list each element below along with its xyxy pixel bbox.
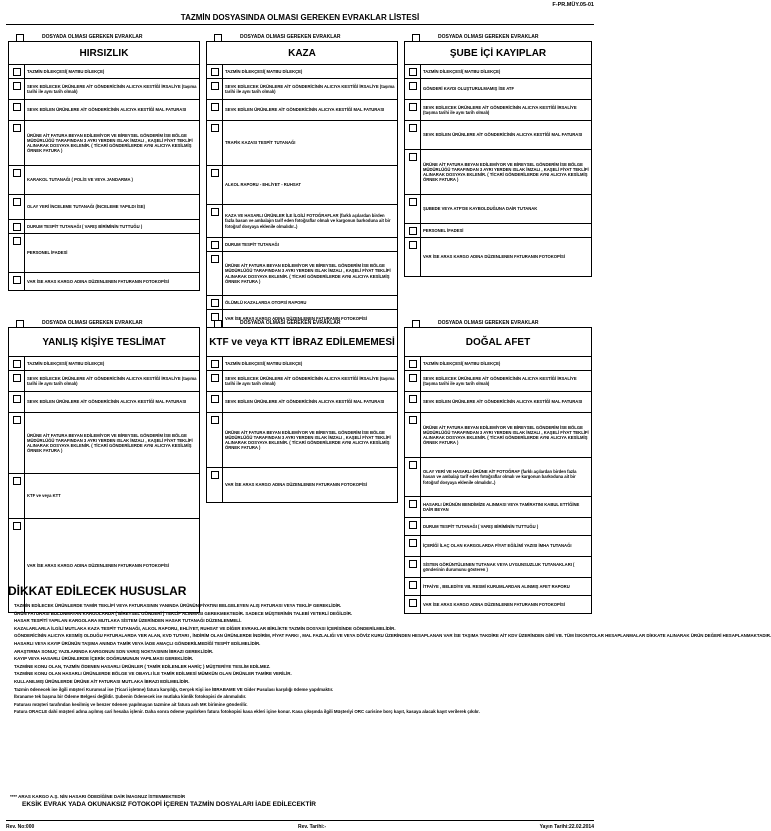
checkbox[interactable] [13,169,21,177]
checkbox[interactable] [211,169,219,177]
checklist-row [207,252,397,296]
checkbox-cell [405,150,421,194]
header-checkbox[interactable] [412,34,420,42]
checkbox[interactable] [409,416,417,424]
checklist-item-text: HASARLI ÜRÜNÜN BENDİMİZE ALINMASI VEYA TAMİRATINI KABUL ETTİĞİNE DAİR BEYAN [423,501,580,512]
checklist-row [9,195,199,220]
checklist-item-text: SEVK EDİLEN ÜRÜNLERE AİT GÖNDERİCİNİN ALICIYA KESTİĞİ MAL FATURASI [225,107,385,113]
checkbox[interactable] [409,82,417,90]
checkbox[interactable] [13,198,21,206]
checklist-row [405,536,591,557]
checkbox-cell [405,392,421,412]
checklist-item-text: VAR İSE ARAS KARGO ADINA DÜZENLENEN FATURANIN FOTOKOPİSİ [225,315,367,321]
checkbox-cell [207,100,223,120]
checklist-row [405,371,591,392]
checkbox[interactable] [409,521,417,529]
section-title: DOĞAL AFET [405,328,591,357]
checklist-item-text: VAR İSE ARAS KARGO ADINA DÜZENLENEN FATURANIN FOTOKOPİSİ [27,562,169,568]
checklist-row [405,150,591,195]
checklist-item-text: VAR İSE ARAS KARGO ADINA DÜZENLENEN FATURANIN FOTOKOPİSİ [27,278,169,284]
checkbox[interactable] [13,237,21,245]
checklist-item-text: İTFAİYE , BELEDİYE VB. RESMİ KURUMLARDAN ALINMIŞ AFET RAPORU [423,583,570,589]
section-box [206,327,398,503]
checkbox-cell [9,273,25,290]
checkbox[interactable] [409,153,417,161]
checkbox-cell [405,536,421,556]
checkbox-cell [9,220,25,233]
checkbox-cell [9,79,25,99]
checklist-item-text: OLAY YERİ VE HASARLI ÜRÜNE AİT FOTOĞRAF (farklı açılardan birden fazla hasarı ve ambalajı tarif eden fotoğraflar olmalı ve kargonun barkoduna ait bir fotoğraf dosyaya eklenile olmalıdır..) [423,469,577,485]
checkbox[interactable] [211,124,219,132]
checklist-item-text: OLAY YERİ İNCELEME TUTANAĞI (İNCELEME YAPILDI İSE) [27,204,146,210]
section-kaza [206,33,398,328]
checklist-item-text: DURUM TESPİT TUTANAĞI ( VARIŞ BİRİMİNİN TUTTUĞU ) [423,523,539,529]
rule-item: KAZALARLARLA İLGİLİ MUTLAKA KAZA TESPİT TUTANAĞI, ALKOL RAPORU, EHLİYET, RUHSAT VE DİĞER EVRAKLAR BİRLİKTE TAZMİN DOSYASI İÇERİSİNDE GÖNDERİLMELİDİR. [14,625,396,631]
checklist-item-text: PERSONEL İFADESİ [423,227,464,233]
column-header-label: DOSYADA OLMASI GEREKEN EVRAKLAR [42,34,143,40]
checkbox-cell [405,518,421,535]
rule-item: Tazmin ödenecek ise ilgili müşteri Kurumsal ise (Ticari işletme) fatura karşılığı, Gerçek Kişi ise İBRABAME VE Gider Pusulası karşılığı ödeme yapılmaktır. [14,686,334,692]
checkbox-cell [9,392,25,412]
document-footer [6,820,594,830]
checkbox[interactable] [13,276,21,284]
column-header-label: DOSYADA OLMASI GEREKEN EVRAKLAR [42,320,143,326]
section-yanlis-kisiye-teslimat [8,319,200,613]
rule-item: Fatura ORACLE dahi müşteri adına açılmış cari hesaba işlenir. Daha sonra ödeme yapılırken fatura fotokopisi kasa ekleri içine konur. Kasa çıkışında ilgili Müşteriyi ORC carisine borç kayıt, kasaya alacak kayıt verilerek çıkılır. [14,709,480,715]
checklist-row [405,392,591,413]
section-hirsizlik [8,33,200,291]
checklist-row [9,371,199,392]
checklist-item-text: SEVK EDİLEN ÜRÜNLERE AİT GÖNDERİCİNİN ALICIYA KESTİĞİ MAL FATURASI [225,399,385,405]
checkbox[interactable] [409,539,417,547]
checkbox-cell [405,224,421,237]
checkbox-cell [207,468,223,502]
checklist-item-text: GÖNDERİ KAYDI OLUŞTURULMAMIŞ İSE ATF [423,86,515,92]
checklist-row [9,100,199,121]
publish-date: Yayın Tarihi:22.02.2014 [539,824,594,830]
checklist-row [207,371,397,392]
section-title: KTF ve veya KTT İBRAZ EDİLEMEMESİ [207,328,397,357]
top-divider [6,24,594,25]
checkbox[interactable] [13,68,21,76]
checkbox[interactable] [409,241,417,249]
checklist-row [207,100,397,121]
checklist-item-text: TAZMİN DİLEKÇESİ( MATBU DİLEKÇE) [27,68,105,74]
checkbox[interactable] [13,477,21,485]
checkbox-cell [9,474,25,518]
checklist-row [207,413,397,468]
checklist-item-text: SEVK EDİLECEK ÜRÜNLERE AİT GÖNDERİCİNİN ALICIYA KESTİĞİ İRSALİYE (taşıma tarihi ile aynı tarih olmalı) [27,375,197,386]
checklist-item-text: VAR İSE ARAS KARGO ADINA DÜZENLENEN FATURANIN FOTOKOPİSİ [423,601,565,607]
checkbox[interactable] [13,223,21,231]
checkbox-cell [405,79,421,99]
rule-item: ARAŞTIRMA SONUÇ YAZILARINDA KARGONUN SON VARIŞ NOKTASININ İBRAZI GEREKLİDİR. [14,648,214,654]
checkbox[interactable] [13,374,21,382]
checkbox-cell [207,121,223,165]
checklist-row [207,65,397,79]
header-checkbox[interactable] [16,320,24,328]
header-checkbox[interactable] [16,34,24,42]
checklist-item-text: ÖLÜMLÜ KAZALARDA OTOPSİ RAPORU [225,299,307,305]
checkbox-cell [9,357,25,370]
checkbox-cell [207,357,223,370]
checkbox[interactable] [409,500,417,508]
checkbox[interactable] [409,227,417,235]
checklist-row [9,79,199,100]
checklist-item-text: SEVK EDİLEN ÜRÜNLERE AİT GÖNDERİCİNİN ALICIYA KESTİĞİ MAL FATURASI [423,399,583,405]
checklist-item-text: SEVK EDİLECEK ÜRÜNLERE AİT GÖNDERİCİNİN ALICIYA KESTİĞİ İRSALİYE (taşıma tarihi ile aynı tarih olmalı) [423,375,577,386]
checklist-item-text: İÇERİĞİ İLAÇ OLAN KARGOLARDA FİYAT EĞİLİMİ YAZISI İMHA TUTANAĞI [423,543,572,549]
header-checkbox[interactable] [412,320,420,328]
checkbox[interactable] [409,103,417,111]
section-title: YANLIŞ KİŞİYE TESLİMAT [9,328,199,357]
checklist-row [405,121,591,150]
checklist-row [405,578,591,596]
checklist-item-text: SEVK EDİLECEK ÜRÜNLERE AİT GÖNDERİCİNİN ALICIYA KESTİĞİ İRSALİYE (taşıma tarihi ile aynı tarih olmalı) [225,83,395,94]
checkbox-cell [207,65,223,78]
checkbox[interactable] [13,416,21,424]
checklist-row [9,121,199,166]
rule-item: GÖNDERİCİNİN ALICIYA KESMİŞ OLDUĞU FATURALARDA YER ALAN, KVD TUTARI , İNDİRİM OLAN ÜRÜNLERDE İNDİRİM, FİYAT FARKI , MAL FAZLALIĞI VE VEYA DÖVİZ KURU ÜZERİNDEN HESAPLANAN VAR İSE TAŞIMA TAKDİRE AİT KDV ÜZERİNDEN GİRİ VB. TÜM İSKONTOLAR HESAPLANMALAR DİKKATE ALINARAK ÜRÜN DEĞERİ HESAPLANMAKTADIR. [14,633,771,639]
checklist-item-text: TAZMİN DİLEKÇESİ( MATBU DİLEKÇE) [423,360,501,366]
checkbox[interactable] [409,124,417,132]
column-header-label: DOSYADA OLMASI GEREKEN EVRAKLAR [240,34,341,40]
checklist-item-text: SEVK EDİLEN ÜRÜNLERE AİT GÖNDERİCİNİN ALICIYA KESTİĞİ MAL FATURASI [27,399,187,405]
checklist-row [9,220,199,234]
column-header-label: DOSYADA OLMASI GEREKEN EVRAKLAR [240,320,341,326]
checklist-row [405,357,591,371]
checkbox-cell [207,166,223,204]
rule-item: HASARLI VEYA KAYIP ÜRÜNÜN TAŞIMA ANINDA TAMİR VEYA İADE AMAÇLI GÖNDERİLMEDİĞİ TESPİT EDİLMELİDİR. [14,640,261,646]
section-box [404,327,592,614]
checkbox-cell [405,458,421,496]
checklist-row [9,65,199,79]
section-title: KAZA [207,42,397,65]
section-sube-ici-kayiplar [404,33,592,277]
checkbox[interactable] [211,255,219,263]
checklist-item-text: ÜRÜNE AİT FATURA BEYAN EDİLEMİYOR VE BİREYSEL GÖNDERİM İSE BÖLGE MÜDÜRLÜĞÜ TARAFINDAN 3 AYRI YERDEN ISLAK İMZALI , KAŞELİ FİYAT TEKLİFİ ALINARAK DOSYAYA EKLENİR. ( TİCARİ GÖNDERİLERDE AYNI ALICIYA KESİLMİŞ ÖRNEK FATURA ) [27,432,193,454]
checklist-item-text: VAR İSE ARAS KARGO ADINA DÜZENLENEN FATURANIN FOTOKOPİSİ [423,254,565,260]
checkbox-cell [207,296,223,309]
rule-item: ÜRÜN FATURASI BULUNMAYAN KARGOLARDA ( BİREYSEL GÖNDERİ ) TEKLİF ALINMASI GEREKMEKTEDİR. SADECE MÜŞTERİNİN TALEBİ YETERLİ DEĞİLDİR. [14,610,353,616]
document-number: F-PR.MÜY.05-01 [552,2,594,8]
header-checkbox[interactable] [214,320,222,328]
checklist-item-text: ŞUBEDE VEYA ATF'DE KAYBOLDUĞUNA DAİR TUTANAK [423,206,538,212]
checklist-row [405,79,591,100]
checklist-item-text: TAZMİN DİLEKÇESİ( MATBU DİLEKÇE) [225,68,303,74]
checklist-item-text: ÜRÜNE AİT FATURA BEYAN EDİLEMİYOR VE BİREYSEL GÖNDERİM İSE BÖLGE MÜDÜRLÜĞÜ TARAFINDAN 3 AYRI YERDEN ISLAK İMZALI , KAŞELİ FİYAT TEKLİFİ ALINARAK DOSYAYA EKLENİR. ( TİCARİ GÖNDERİLERDE AYNI ALICIYA KESİLMİŞ ÖRNEK FATURA ) [27,132,193,154]
checklist-item-text: KTF ve veya KTT [27,493,61,499]
checkbox-cell [405,238,421,276]
checkbox[interactable] [409,461,417,469]
checkbox[interactable] [13,522,21,530]
checklist-row [9,166,199,195]
checklist-row [405,65,591,79]
checklist-row [405,518,591,536]
footer-note: **** ARAS KARGO A.Ş. NİN HASARI ÖDEDİĞİNE DAİR İMAGNUZ İSTENMEKTEDİR [10,794,186,799]
checkbox-cell [405,413,421,457]
checklist-item-text: ALKOL RAPORU - EHLİYET - RUHSAT [225,182,301,188]
checkbox-cell [207,392,223,412]
column-header [206,33,398,41]
checklist-row [405,224,591,238]
checklist-item-text: TAZMİN DİLEKÇESİ( MATBU DİLEKÇE) [225,360,303,366]
checkbox[interactable] [409,374,417,382]
checkbox-cell [207,413,223,467]
checklist-row [405,497,591,518]
checkbox[interactable] [211,82,219,90]
checkbox-cell [405,497,421,517]
dikkat-title: DİKKAT EDİLECEK HUSUSLAR [8,584,187,598]
checkbox-cell [405,195,421,223]
section-box [8,327,200,613]
checkbox[interactable] [211,241,219,249]
checkbox[interactable] [409,360,417,368]
checklist-row [207,121,397,166]
checkbox-cell [9,121,25,165]
checkbox[interactable] [211,103,219,111]
checklist-row [207,357,397,371]
checkbox[interactable] [409,68,417,76]
checklist-row [405,100,591,121]
checklist-row [207,296,397,310]
rule-item: KAYIP VEYA HASARLI ÜRÜNLERDE İÇERİK DOĞRUMUNUN YAPILMASI GEREKLİDİR. [14,656,194,662]
section-title: HIRSIZLIK [9,42,199,65]
section-title: ŞUBE İÇİ KAYIPLAR [405,42,591,65]
checkbox-cell [405,357,421,370]
checklist-row [207,205,397,238]
checklist-item-text: PERSONEL İFADESİ [27,250,68,256]
section-dogal-afet [404,319,592,614]
column-header [8,319,200,327]
checkbox-cell [405,578,421,595]
checklist-item-text: SEVK EDİLECEK ÜRÜNLERE AİT GÖNDERİCİNİN ALICIYA KESTİĞİ İRSALİYE (taşıma tarihi ile aynı tarih olmalı) [225,375,395,386]
checklist-row [9,273,199,290]
checklist-row [207,166,397,205]
rule-item: HASAR TESPİTİ YAPILAN KARGOLARA MUTLAKA SİSTEM ÜZERİNDEN HASAR TUTANAĞI DÜZENLENMELİ. [14,618,242,624]
checklist-item-text: SİSTEN GÖRÜNTÜLENEN TUTANAK VEYA UYGUNSUZLUK TUTANAKLARI ( gönderinin durumunu gösteren ) [423,561,575,572]
checklist-row [405,238,591,276]
checkbox[interactable] [211,68,219,76]
checklist-row [405,458,591,497]
checkbox[interactable] [409,560,417,568]
checklist-row [405,195,591,224]
checklist-item-text: KARAKOL TUTANAĞI ( POLİS VE VEYA JANDARMA ) [27,177,133,183]
header-checkbox[interactable] [214,34,222,42]
rules-list [14,602,771,716]
checklist-row [207,392,397,413]
checklist-item-text: ÜRÜNE AİT FATURA BEYAN EDİLEMİYOR VE BİREYSEL GÖNDERİM İSE BÖLGE MÜDÜRLÜĞÜ TARAFINDAN 3 AYRI YERDEN ISLAK İMZALI , KAŞELİ FİYAT TEKLİFİ ALINARAK DOSYAYA EKLENİR. ( TİCARİ GÖNDERİLERDE AYNI ALICIYA KESİLMİŞ ÖRNEK FATURA ) [225,429,391,451]
checkbox[interactable] [211,395,219,403]
checklist-row [207,468,397,502]
checkbox-cell [405,121,421,149]
checkbox-cell [9,413,25,473]
checkbox[interactable] [409,581,417,589]
checkbox[interactable] [211,208,219,216]
checkbox[interactable] [409,395,417,403]
checklist-item-text: SEVK EDİLEN ÜRÜNLERE AİT GÖNDERİCİNİN ALICIYA KESTİĞİ MAL FATURASI [423,132,583,138]
checkbox[interactable] [13,82,21,90]
checklist-row [9,234,199,273]
checklist-item-text: ÜRÜNE AİT FATURA BEYAN EDİLEMİYOR VE BİREYSEL GÖNDERİM İSE BÖLGE MÜDÜRLÜĞÜ TARAFINDAN 3 AYRI YERDEN ISLAK İMZALI , KAŞELİ FİYAT TEKLİFİ ALINARAK DOSYAYA EKLENİR. ( TİCARİ GÖNDERİLERDE AYNI ALICIYA KESİLMİŞ ÖRNEK FATURA ) [225,263,391,284]
checkbox[interactable] [211,471,219,479]
checkbox-cell [9,195,25,219]
checkbox-cell [405,371,421,391]
checkbox-cell [405,65,421,78]
column-header [206,319,398,327]
checkbox-cell [207,79,223,99]
checklist-item-text: DURUM TESPİT TUTANAĞI ( VARIŞ BİRİMİNİN TUTTUĞU ) [27,223,143,229]
checkbox-cell [405,557,421,577]
rule-item: İbraname tek başına bir Ödeme Belgesi değildir. Şubenin Ödenecek ise mutlaka kimlik fotokopisi de alınmalıdır. [14,694,247,700]
checklist-row [207,238,397,252]
checklist-item-text: SEVK EDİLECEK ÜRÜNLERE AİT GÖNDERİCİNİN ALICIYA KESTİĞİ İRSALİYE (taşıma tarihi ile aynı tarih olmalı) [423,104,577,115]
checklist-row [9,519,199,612]
section-box [206,41,398,328]
checklist-row [207,79,397,100]
checklist-row [9,413,199,474]
checkbox-cell [9,234,25,272]
checklist-item-text: ÜRÜNE AİT FATURA BEYAN EDİLEMİYOR VE BİREYSEL GÖNDERİM İSE BÖLGE MÜDÜRLÜĞÜ TARAFINDAN 3 AYRI YERDEN ISLAK İMZALI , KAŞELİ FİYAT TEKLİFİ ALINARAK DOSYAYA EKLENİR. ( TİCARİ GÖNDERİLERDE AYNI ALICIYA KESİLMİŞ ÖRNEK FATURA ) [423,161,589,183]
rule-item: TAZMİNE KONU OLAN HASARLI ÜRÜNLERDE BÖLGE VE OBAYLI İLE TAMİR EDİLMESİ MÜMKÜN OLAN ÜRÜNLER TAMİRE VERİLİR. [14,671,292,677]
checkbox[interactable] [211,360,219,368]
rule-item: Faturası müşteri tarafından kesilmiş ve benzer ödenen yapılmayan tazmine ait fatura ash MK birimine gönderilir. [14,701,248,707]
footer-warning: EKSİK EVRAK YADA OKUNAKSIZ FOTOKOPİ İÇEREN TAZMİN DOSYALARI İADE EDİLECEKTİR [22,801,316,808]
checkbox-cell [207,252,223,295]
checkbox-cell [207,238,223,251]
checklist-item-text: VAR İSE ARAS KARGO ADINA DÜZENLENEN FATURANIN FOTOKOPİSİ [225,482,367,488]
checklist-item-text: TAZMİN DİLEKÇESİ( MATBU DİLEKÇE) [27,360,105,366]
checkbox-cell [9,65,25,78]
checklist-row [405,413,591,458]
checkbox[interactable] [13,124,21,132]
checkbox-cell [207,371,223,391]
checklist-item-text: TRAFİK KAZASI TESPİT TUTANAĞI [225,140,296,146]
section-box [8,41,200,291]
checkbox[interactable] [409,198,417,206]
checklist-item-text: SEVK EDİLEN ÜRÜNLERE AİT GÖNDERİCİNİN ALICIYA KESTİĞİ MAL FATURASI [27,107,187,113]
column-header [404,33,592,41]
checkbox[interactable] [13,360,21,368]
revision-date: Rev. Tarihi:- [298,824,327,830]
checklist-item-text: ÜRÜNE AİT FATURA BEYAN EDİLEMİYOR VE BİREYSEL GÖNDERİM İSE BÖLGE MÜDÜRLÜĞÜ TARAFINDAN 3 AYRI YERDEN ISLAK İMZALI , KAŞELİ FİYAT TEKLİFİ ALINARAK DOSYAYA EKLENİR. ( TİCARİ GÖNDERİLERDE AYNI ALICIYA KESİLMİŞ ÖRNEK FATURA ) [423,424,589,446]
checkbox[interactable] [13,395,21,403]
checkbox-cell [9,166,25,194]
checkbox-cell [207,205,223,237]
checkbox-cell [9,519,25,612]
checkbox-cell [9,371,25,391]
checkbox-cell [9,100,25,120]
checkbox[interactable] [211,416,219,424]
column-header [8,33,200,41]
checklist-row [9,474,199,519]
checklist-item-text: DURUM TESPİT TUTANAĞI [225,241,279,247]
checklist-row [9,392,199,413]
rule-item: TAZMİNE KONU OLAN, TAZMİN ÖDENEN HASARLI ÜRÜNLER ( TAMİR EDİLENLER HARİÇ ) MÜŞTERİYE TESLİM EDİLMEZ. [14,663,271,669]
checkbox-cell [405,100,421,120]
page-title: TAZMİN DOSYASINDA OLMASI GEREKEN EVRAKLAR LİSTESİ [180,13,420,22]
rule-item: KULLANILMIŞ ÜRÜNLERDE ÜRÜNE AİT FATURASI MUTLAKA İBRAZI EDİLMELİDİR. [14,678,190,684]
revision-number: Rev. No:000 [6,824,35,830]
checklist-row [405,557,591,578]
column-header-label: DOSYADA OLMASI GEREKEN EVRAKLAR [438,320,539,326]
checkbox[interactable] [13,103,21,111]
checklist-row [9,357,199,371]
rule-item: TAZMİN EDİLECEK ÜRÜNLERDE TAMİR TEKLİFİ VEYA FATURASININ YANINDA ÜRÜNÜN FİYATINI BELGELEYEN ALIŞ FATURASI VEYA TEKLİF GEREKLİDİR. [14,603,342,608]
section-box [404,41,592,277]
checklist-item-text: TAZMİN DİLEKÇESİ( MATBU DİLEKÇE) [423,68,501,74]
checklist-item-text: SEVK EDİLECEK ÜRÜNLERE AİT GÖNDERİCİNİN ALICIYA KESTİĞİ İRSALİYE (taşıma tarihi ile aynı tarih olmalı) [27,83,197,94]
checklist-item-text: KAZA VE HASARLI ÜRÜNLER İLE İLGİLİ FOTOĞRAFLAR (farklı açılardan birden fazla basan ve ambalajın tarif eden fotoğraflar olmalı ve kargonun barkoduna ait bir fotoğraf dosyaya eklenile olmalıdır..) [225,213,391,229]
checkbox[interactable] [211,374,219,382]
section-ktf-ibraz [206,319,398,503]
column-header-label: DOSYADA OLMASI GEREKEN EVRAKLAR [438,34,539,40]
column-header [404,319,592,327]
checkbox[interactable] [211,299,219,307]
